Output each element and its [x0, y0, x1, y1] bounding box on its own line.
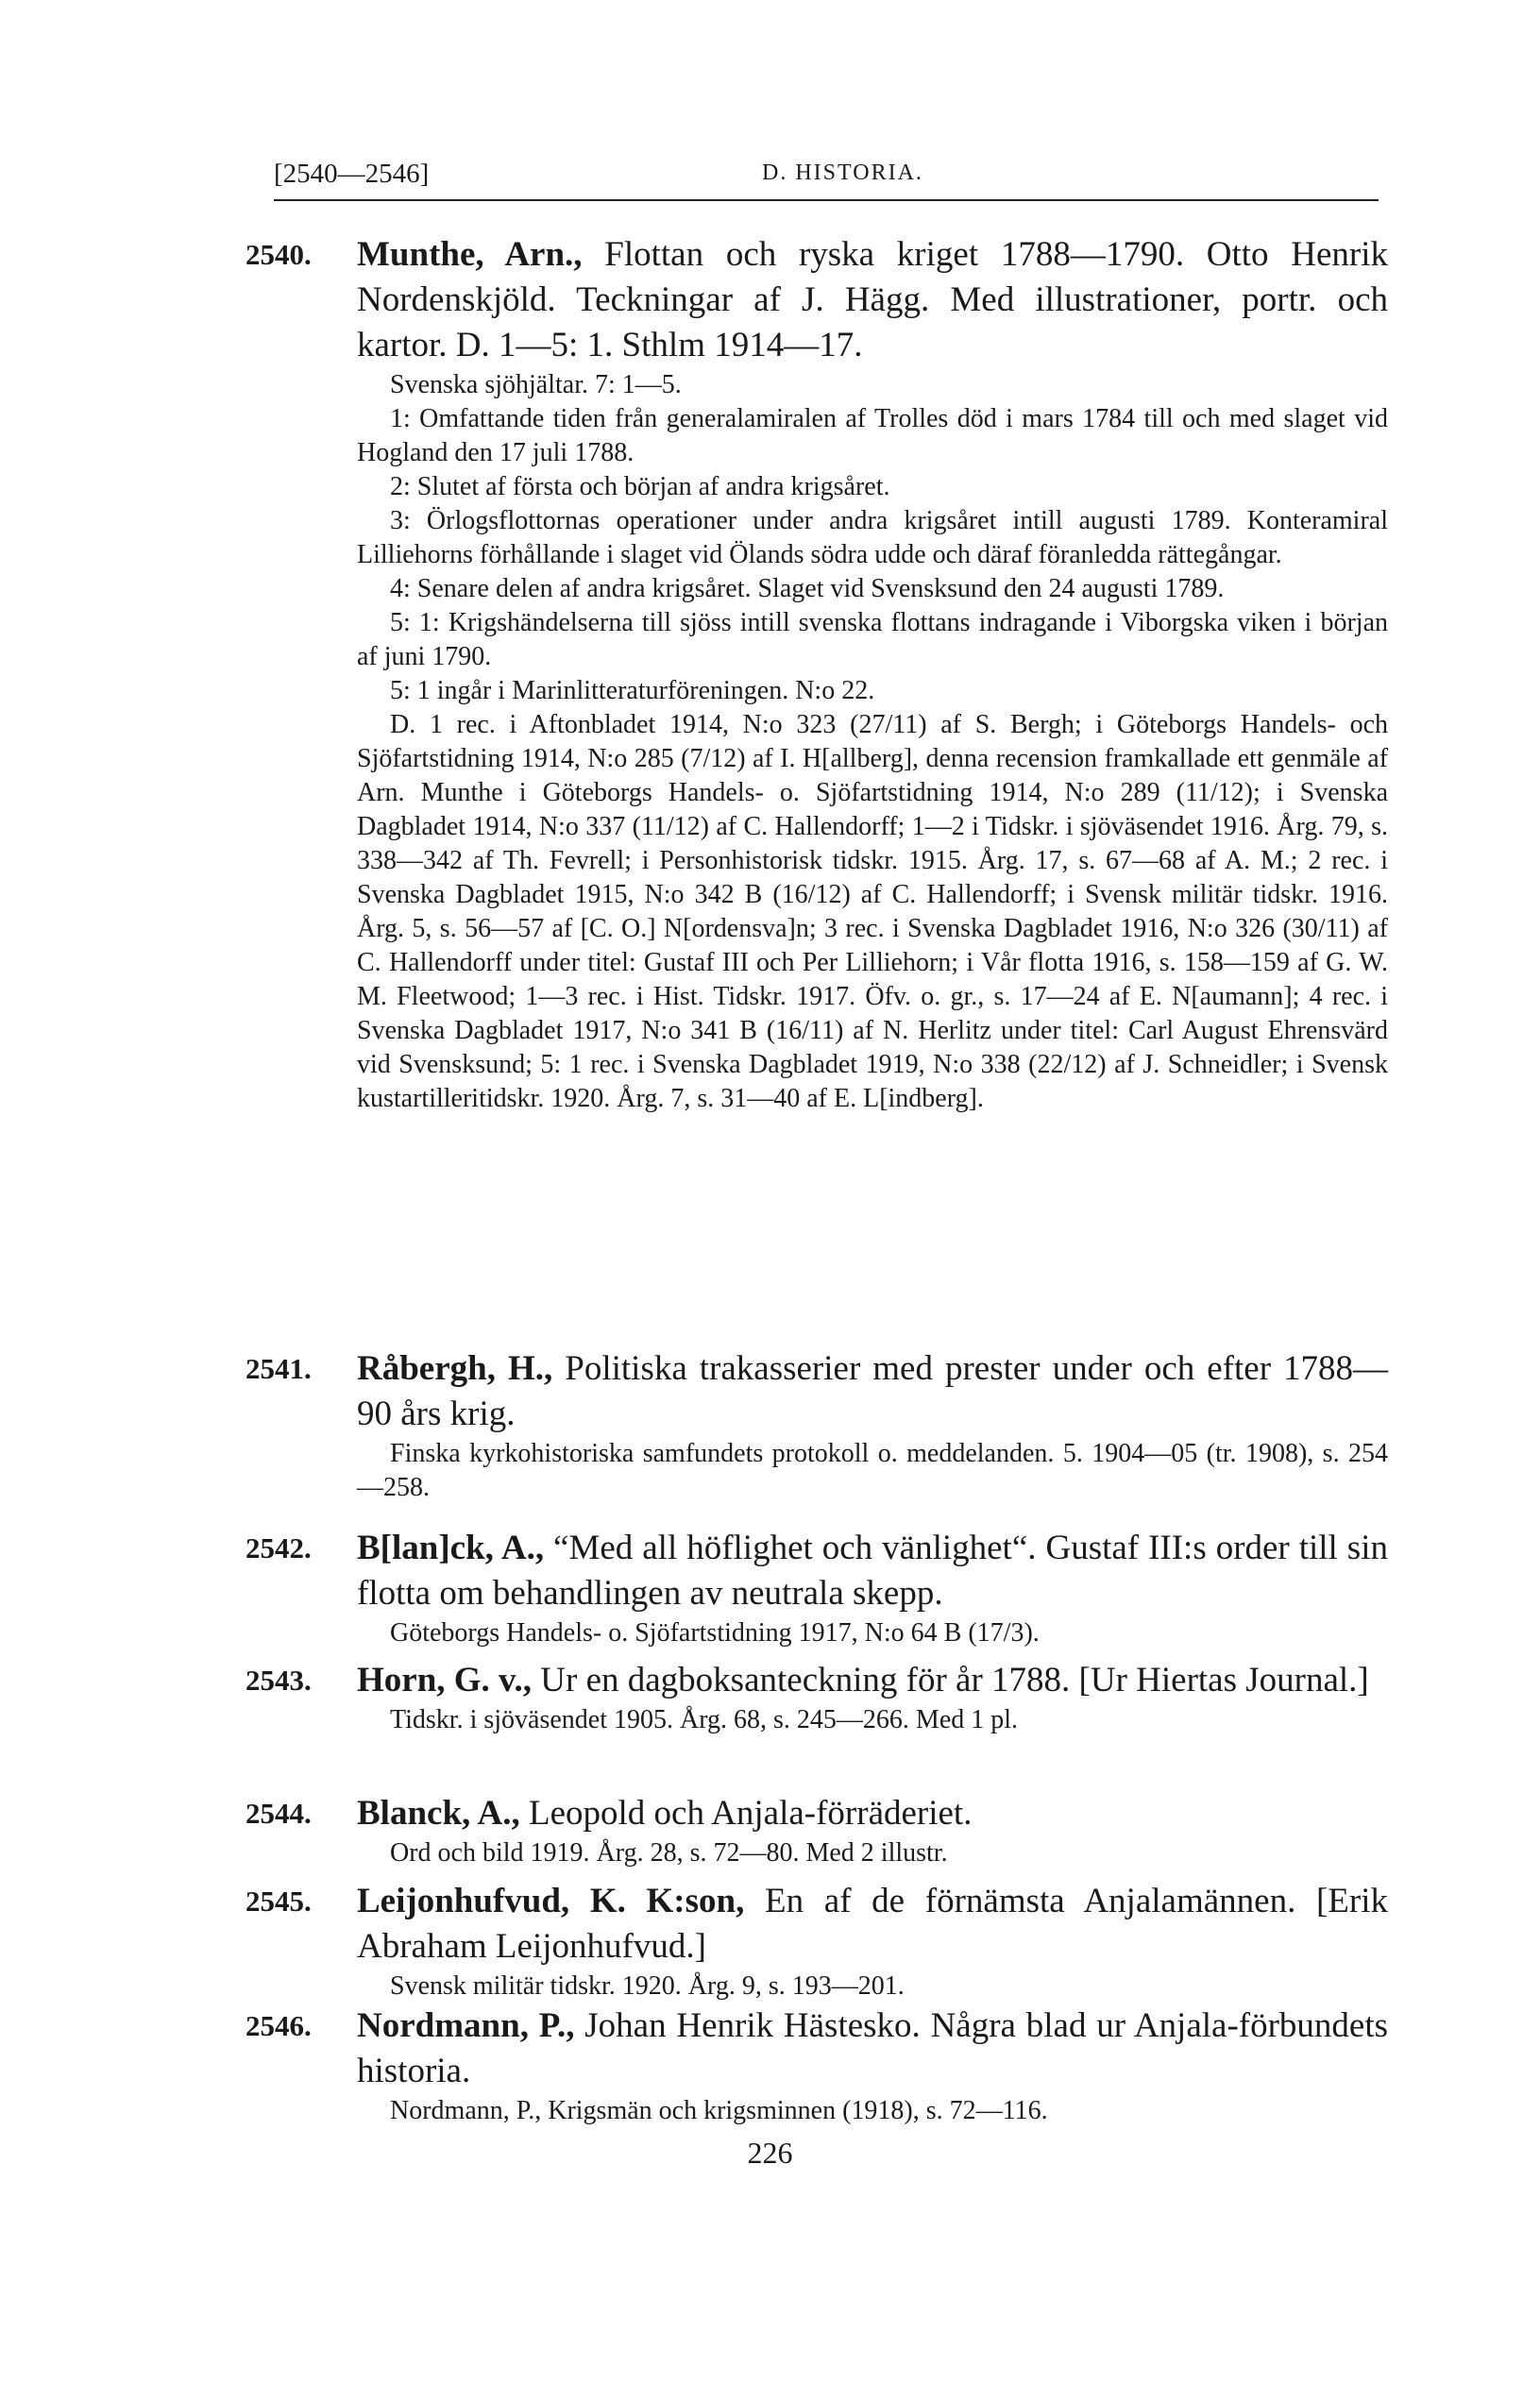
note-1: 1: Omfattande tiden från generalamiralen af Trolles död i mars 1784 till och med slaget vid Hogland den 17 juli 1788. — [357, 404, 1388, 467]
entry-number: 2542. — [245, 1531, 312, 1564]
source-note: Tidskr. i sjöväsendet 1905. Årg. 68, s. 245—266. Med 1 pl. — [390, 1705, 1019, 1734]
note-2: 2: Slutet af första och början af andra krigsåret. — [390, 472, 890, 501]
entry-2542 — [245, 1526, 1388, 1650]
entry-2540 — [245, 232, 1388, 1116]
title-text: Leopold och Anjala-förräderiet. — [528, 1794, 973, 1833]
note-3: 3: Örlogsflottornas operationer under andra krigsåret intill augusti 1789. Konteramiral Lilliehorns förhållande i slaget vid Ölands södra udde och däraf föranledda rättegångar. — [357, 506, 1388, 569]
note-6: 5: 1 ingår i Marinlitteraturföreningen. N:o 22. — [390, 676, 875, 705]
entry-title — [357, 232, 1388, 368]
source-note: Finska kyrkohistoriska samfundets protokoll o. meddelanden. 5. 1904—05 (tr. 1908), s. 254—258. — [357, 1439, 1388, 1502]
entry-title — [357, 1879, 1388, 1970]
entry-author: Blanck, A., — [357, 1794, 520, 1833]
series-note: Svenska sjöhjältar. 7: 1—5. — [390, 370, 682, 399]
title-text: Politiska trakasserier med prester under och efter 1788—90 års krig. — [357, 1349, 1389, 1433]
title-text: Ur en dagboksanteckning för år 1788. [Ur Hiertas Journal.] — [540, 1661, 1369, 1699]
entry-number: 2540. — [245, 238, 312, 271]
entry-title — [357, 1346, 1388, 1437]
entry-author: Råbergh, H., — [357, 1349, 553, 1388]
entry-2544 — [245, 1791, 1388, 1870]
section-title: D. HISTORIA. — [762, 161, 923, 185]
running-header — [274, 159, 1388, 196]
source-note: Nordmann, P., Krigsmän och krigsminnen (1918), s. 72—116. — [390, 2096, 1048, 2125]
header-rule — [274, 199, 1379, 201]
entry-title — [357, 2004, 1388, 2094]
entry-number: 2541. — [245, 1352, 312, 1385]
title-text: Johan Henrik Hästesko. Några blad ur Anjala-förbundets historia. — [357, 2006, 1389, 2090]
entry-2545 — [245, 1879, 1388, 2004]
title-text: En af de förnämsta Anjalamännen. [Erik Abraham Leijonhufvud.] — [357, 1882, 1389, 1966]
page-number: 226 — [747, 2136, 793, 2170]
entry-title — [357, 1791, 1388, 1836]
review-note: D. 1 rec. i Aftonbladet 1914, N:o 323 (27/11) af S. Bergh; i Göteborgs Handels- och Sjöfartstidning 1914, N:o 285 (7/12) af I. H[allberg], denna recension framkallade ett genmäle af Arn. Munthe i Göteborgs Handels- o. Sjöfartstidning 1914, N:o 289 (11/12); i Svenska Dagbladet 1914, N:o 337 (11/12) af C. Hallendorff; 1—2 i Tidskr. i sjöväsendet 1916. Årg. 79, s. 338—342 af Th. Fevrell; i Personhistorisk tidskr. 1915. Årg. 17, s. 67—68 af A. M.; 2 rec. i Svenska Dagbladet 1915, N:o 342 B (16/12) af C. Hallendorff; i Svensk militär tidskr. 1916. Årg. 5, s. 56—57 af [C. O.] N[ordensva]n; 3 rec. i Svenska Dagbladet 1916, N:o 326 (30/11) af C. Hallendorff under titel: Gustaf III och Per Lilliehorn; i Vår flotta 1916, s. 158—159 af G. W. M. Fleetwood; 1—3 rec. i Hist. Tidskr. 1917. Öfv. o. gr., s. 17—24 af E. N[aumann]; 4 rec. i Svenska Dagbladet 1917, N:o 341 B (16/11) af N. Herlitz under titel: Carl August Ehrensvärd vid Svensksund; 5: 1 rec. i Svenska Dagbladet 1919, N:o 338 (22/12) af J. Schneidler; i Svensk kustartilleritidskr. 1920. Årg. 7, s. 31—40 af E. L[indberg]. — [357, 710, 1388, 1113]
source-note: Göteborgs Handels- o. Sjöfartstidning 1917, N:o 64 B (17/3). — [390, 1618, 1040, 1648]
entry-author: B[lan]ck, A., — [357, 1529, 545, 1567]
entry-title — [357, 1526, 1388, 1616]
entry-number: 2545. — [245, 1885, 312, 1918]
entry-2546 — [245, 2004, 1388, 2128]
note-5: 5: 1: Krigshändelserna till sjöss intill svenska flottans indragande i Viborgska viken i början af juni 1790. — [357, 608, 1388, 671]
source-note: Svensk militär tidskr. 1920. Årg. 9, s. 193—201. — [390, 1971, 905, 2001]
entry-title — [357, 1658, 1388, 1703]
entry-author: Munthe, Arn., — [357, 235, 583, 274]
source-note: Ord och bild 1919. Årg. 28, s. 72—80. Med 2 illustr. — [390, 1838, 948, 1868]
entry-2541 — [245, 1346, 1388, 1505]
entry-range: [2540—2546] — [274, 159, 430, 189]
entry-number: 2546. — [245, 2009, 312, 2042]
entry-number: 2543. — [245, 1664, 312, 1697]
title-text: “Med all höflighet och vänlighet“. Gustaf III:s order till sin flotta om behandlingen av neutrala skepp. — [357, 1529, 1388, 1613]
title-text: Flottan och ryska kriget 1788—1790. Otto Henrik Nordenskjöld. Teckningar af J. Hägg. Med illustrationer, portr. och kartor. D. 1—5: 1. Sthlm 1914—17. — [357, 235, 1389, 364]
note-4: 4: Senare delen af andra krigsåret. Slaget vid Svensksund den 24 augusti 1789. — [390, 574, 1225, 603]
entry-author: Leijonhufvud, K. K:son, — [357, 1882, 745, 1920]
entry-2543 — [245, 1658, 1388, 1737]
entry-number: 2544. — [245, 1797, 312, 1830]
entry-author: Nordmann, P., — [357, 2006, 575, 2045]
entry-author: Horn, G. v., — [357, 1661, 533, 1699]
